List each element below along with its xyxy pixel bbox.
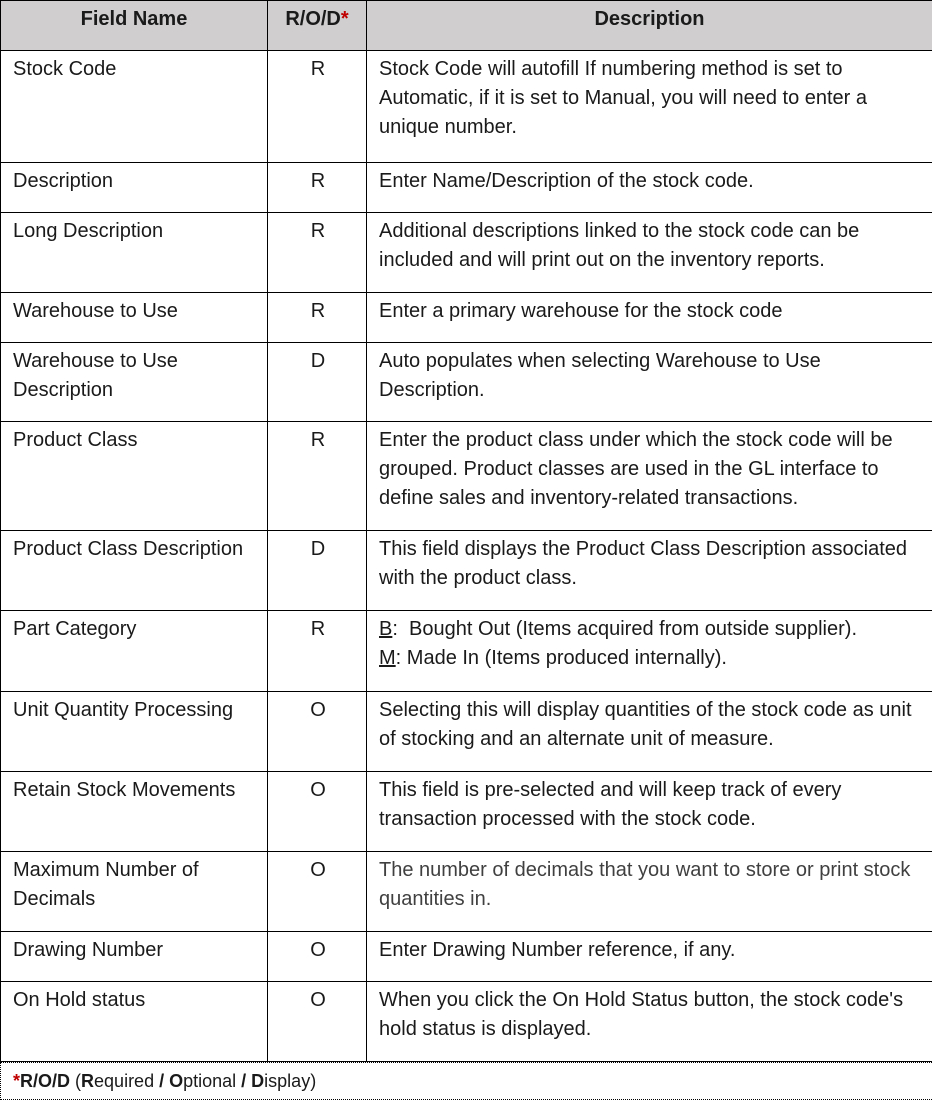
table-header (1, 1, 932, 51)
description-cell: Auto populates when selecting Warehouse to Use Description. (367, 343, 932, 422)
legend-r-rest: equired (94, 1071, 155, 1091)
rod-cell: O (268, 932, 367, 982)
legend-separator: / (154, 1071, 170, 1091)
field-name-cell: Product Class (1, 422, 268, 531)
rod-cell: R (268, 293, 367, 343)
required-marker: * (13, 1071, 21, 1091)
rod-cell: O (268, 692, 367, 772)
rod-cell: R (268, 213, 367, 293)
required-marker: * (340, 8, 349, 30)
table-row (1, 293, 932, 343)
rod-cell: R (268, 422, 367, 531)
table-row (1, 852, 932, 932)
option-key: M (379, 647, 396, 669)
description-cell: When you click the On Hold Status button, the stock code's hold status is displayed. (367, 982, 932, 1062)
legend-o-letter: O (169, 1071, 184, 1091)
field-name-cell: Long Description (1, 213, 268, 293)
part-category-option-b (379, 615, 922, 644)
rod-cell: R (268, 611, 367, 692)
field-name-cell: Warehouse to Use (1, 293, 268, 343)
field-name-cell: Product Class Description (1, 531, 268, 611)
rod-cell: O (268, 852, 367, 932)
description-cell: Additional descriptions linked to the stock code can be included and will print out on the inventory reports. (367, 213, 932, 293)
legend-o-rest: ptional (183, 1071, 237, 1091)
table-row (1, 982, 932, 1062)
rod-cell: O (268, 772, 367, 852)
description-cell: This field is pre-selected and will keep track of every transaction processed with the stock code. (367, 772, 932, 852)
legend-d-letter: D (251, 1071, 265, 1091)
description-cell: Selecting this will display quantities of the stock code as unit of stocking and an alternate unit of measure. (367, 692, 932, 772)
legend-r-letter: R (81, 1071, 95, 1091)
rod-cell: R (268, 51, 367, 163)
legend-separator: / (236, 1071, 252, 1091)
header-rod (268, 1, 367, 51)
field-name-cell: On Hold status (1, 982, 268, 1062)
table-row (1, 932, 932, 982)
description-cell (367, 611, 932, 692)
option-text: : Bought Out (Items acquired from outside supplier). (392, 618, 858, 640)
field-name-cell: Maximum Number of Decimals (1, 852, 268, 932)
table-row (1, 213, 932, 293)
rod-cell: D (268, 531, 367, 611)
description-cell: Enter Drawing Number reference, if any. (367, 932, 932, 982)
option-key: B (379, 618, 393, 640)
rod-legend-footnote (0, 1062, 932, 1100)
option-text: : Made In (Items produced internally). (395, 647, 727, 669)
description-cell: Enter a primary warehouse for the stock code (367, 293, 932, 343)
field-name-cell: Part Category (1, 611, 268, 692)
field-name-cell: Unit Quantity Processing (1, 692, 268, 772)
description-cell: Stock Code will autofill If numbering method is set to Automatic, if it is set to Manual, you will need to enter a unique number. (367, 51, 932, 163)
table-row (1, 343, 932, 422)
header-field-name: Field Name (1, 1, 268, 51)
header-rod-label: R/O/D (285, 8, 341, 30)
description-cell: This field displays the Product Class Description associated with the product class. (367, 531, 932, 611)
table-row (1, 422, 932, 531)
legend-d-rest: isplay) (264, 1071, 317, 1091)
rod-cell: R (268, 163, 367, 213)
field-name-cell: Retain Stock Movements (1, 772, 268, 852)
legend-paren: ( (70, 1071, 82, 1091)
description-cell: The number of decimals that you want to store or print stock quantities in. (367, 852, 932, 932)
description-cell: Enter the product class under which the stock code will be grouped. Product classes are used in the GL interface to define sales and inventory-related transactions. (367, 422, 932, 531)
table-row (1, 531, 932, 611)
legend-label: R/O/D (20, 1071, 71, 1091)
field-name-cell: Stock Code (1, 51, 268, 163)
table-row (1, 611, 932, 692)
header-description: Description (367, 1, 932, 51)
field-name-cell: Warehouse to Use Description (1, 343, 268, 422)
table-row (1, 163, 932, 213)
rod-cell: D (268, 343, 367, 422)
table-row (1, 51, 932, 163)
rod-cell: O (268, 982, 367, 1062)
part-category-option-m (379, 644, 922, 673)
table-row (1, 772, 932, 852)
table-row (1, 692, 932, 772)
description-cell: Enter Name/Description of the stock code. (367, 163, 932, 213)
field-name-cell: Drawing Number (1, 932, 268, 982)
field-name-cell: Description (1, 163, 268, 213)
